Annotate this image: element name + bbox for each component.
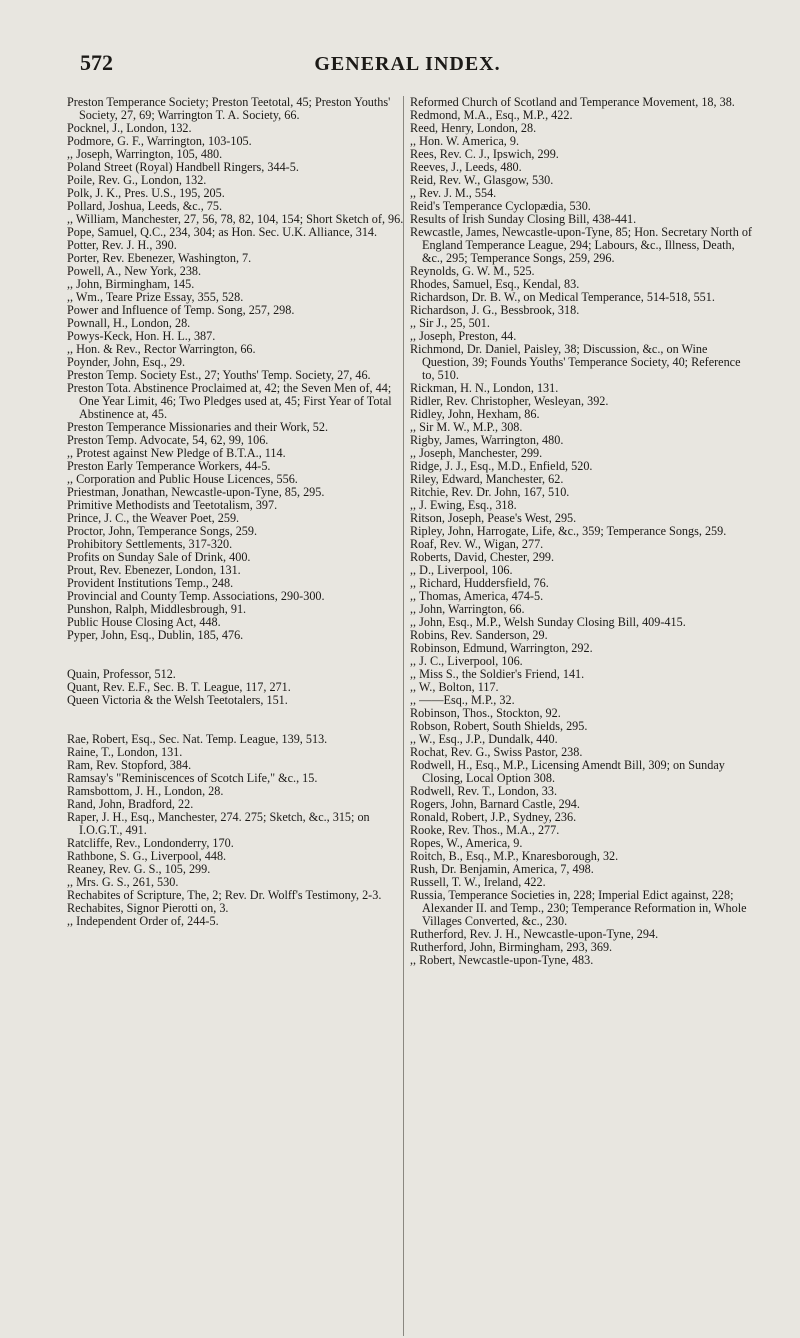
index-entry: ,, John, Esq., M.P., Welsh Sunday Closing Bill, 409-415. [410,615,686,629]
index-entry: Raper, J. H., Esq., Manchester, 274. 275; Sketch, &c., 315; on I.O.G.T., 491. [67,810,370,837]
index-entry: Rathbone, S. G., Liverpool, 448. [67,849,227,863]
index-entry: Quain, Professor, 512. [67,667,176,681]
index-entry: Richardson, Dr. B. W., on Medical Temperance, 514-518, 551. [410,290,715,304]
index-entry: Robinson, Thos., Stockton, 92. [410,706,561,720]
index-entry: Polk, J. K., Pres. U.S., 195, 205. [67,186,225,200]
left-column [67,96,409,928]
index-entry: Ronald, Robert, J.P., Sydney, 236. [410,810,577,824]
index-entry: Rechabites, Signor Pierotti on, 3. [67,901,229,915]
index-entry: Punshon, Ralph, Middlesbrough, 91. [67,602,247,616]
index-entry: Reformed Church of Scotland and Temperance Movement, 18, 38. [410,95,735,109]
index-entry: Preston Early Temperance Workers, 44-5. [67,459,271,473]
index-entry: Ropes, W., America, 9. [410,836,523,850]
index-entry: Prout, Rev. Ebenezer, London, 131. [67,563,241,577]
index-entry: Rees, Rev. C. J., Ipswich, 299. [410,147,559,161]
index-entry: Ramsbottom, J. H., London, 28. [67,784,224,798]
index-entry: Rutherford, John, Birmingham, 293, 369. [410,940,613,954]
index-entry: Ripley, John, Harrogate, Life, &c., 359; Temperance Songs, 259. [410,524,727,538]
page-header [80,50,735,76]
index-entry: Ridge, J. J., Esq., M.D., Enfield, 520. [410,459,593,473]
index-entry: Rechabites of Scripture, The, 2; Rev. Dr. Wolff's Testimony, 2-3. [67,888,382,902]
index-entry: Rooke, Rev. Thos., M.A., 277. [410,823,560,837]
index-entry: Ratcliffe, Rev., Londonderry, 170. [67,836,234,850]
index-entry: Raine, T., London, 131. [67,745,183,759]
index-entry: Pocknel, J., London, 132. [67,121,192,135]
index-entry: Potter, Rev. J. H., 390. [67,238,177,252]
index-entry: ,, ——Esq., M.P., 32. [410,693,515,707]
index-entry: Provident Institutions Temp., 248. [67,576,234,590]
index-entry: ,, Rev. J. M., 554. [410,186,497,200]
index-entry: ,, John, Warrington, 66. [410,602,525,616]
index-entry: Pownall, H., London, 28. [67,316,191,330]
index-entry: Power and Influence of Temp. Song, 257, 298. [67,303,295,317]
index-entry: ,, Thomas, America, 474-5. [410,589,544,603]
index-entry: Preston Temperance Society; Preston Teetotal, 45; Preston Youths' Society, 27, 69; Warrington T. A. Society, 66. [67,95,391,122]
index-entry: ,, J. Ewing, Esq., 318. [410,498,517,512]
index-entry: Robins, Rev. Sanderson, 29. [410,628,548,642]
index-entry: Rodwell, H., Esq., M.P., Licensing Amendt Bill, 309; on Sunday Closing, Local Option 308. [410,758,725,785]
index-entry: Public House Closing Act, 448. [67,615,221,629]
index-entry: ,, John, Birmingham, 145. [67,277,195,291]
index-entry: Reed, Henry, London, 28. [410,121,537,135]
page-title: GENERAL INDEX. [314,53,501,75]
index-entry: Porter, Rev. Ebenezer, Washington, 7. [67,251,252,265]
index-entry: Ramsay's "Reminiscences of Scotch Life," &c., 15. [67,771,318,785]
index-entry: ,, Hon. W. America, 9. [410,134,519,148]
index-entry: ,, Joseph, Manchester, 299. [410,446,543,460]
index-entry: ,, Mrs. G. S., 261, 530. [67,875,179,889]
column-divider [403,96,404,1336]
index-entry: Roberts, David, Chester, 299. [410,550,555,564]
index-entry: Priestman, Jonathan, Newcastle-upon-Tyne, 85, 295. [67,485,325,499]
index-entry: Reaney, Rev. G. S., 105, 299. [67,862,211,876]
index-entry: Richardson, J. G., Bessbrook, 318. [410,303,580,317]
index-entry: Queen Victoria & the Welsh Teetotalers, 151. [67,693,288,707]
index-entry: Provincial and County Temp. Associations, 290-300. [67,589,325,603]
index-entry: Profits on Sunday Sale of Drink, 400. [67,550,251,564]
index-entry: Preston Temp. Advocate, 54, 62, 99, 106. [67,433,269,447]
index-entry: Rae, Robert, Esq., Sec. Nat. Temp. League, 139, 513. [67,732,328,746]
section-gap [67,707,409,733]
index-entry: Preston Tota. Abstinence Proclaimed at, 42; the Seven Men of, 44; One Year Limit, 46; Two Pledges used at, 45; First Year of Total Abstinence at, 45. [67,381,392,421]
index-entry: Prince, J. C., the Weaver Poet, 259. [67,511,240,525]
index-entry: ,, W., Esq., J.P., Dundalk, 440. [410,732,558,746]
index-entry: Quant, Rev. E.F., Sec. B. T. League, 117, 271. [67,680,291,694]
index-entry: Rand, John, Bradford, 22. [67,797,194,811]
index-entry: Ridley, John, Hexham, 86. [410,407,540,421]
index-entry: Roitch, B., Esq., M.P., Knaresborough, 32. [410,849,619,863]
index-entry: ,, D., Liverpool, 106. [410,563,513,577]
index-entry: Results of Irish Sunday Closing Bill, 438-441. [410,212,637,226]
index-entry: Powys-Keck, Hon. H. L., 387. [67,329,216,343]
index-entry: ,, Robert, Newcastle-upon-Tyne, 483. [410,953,594,967]
index-entry: Ritson, Joseph, Pease's West, 295. [410,511,577,525]
index-entry: ,, Sir J., 25, 501. [410,316,490,330]
index-entry: Rochat, Rev. G., Swiss Pastor, 238. [410,745,583,759]
index-entry: Roaf, Rev. W., Wigan, 277. [410,537,544,551]
index-entry: Poland Street (Royal) Handbell Ringers, 344-5. [67,160,299,174]
index-entry: Rickman, H. N., London, 131. [410,381,559,395]
index-entry: ,, Corporation and Public House Licences, 556. [67,472,298,486]
index-entry: Ram, Rev. Stopford, 384. [67,758,192,772]
index-entry: Russia, Temperance Societies in, 228; Imperial Edict against, 228; Alexander II. and Temp., 230; Temperance Reformation in, Whole Villages Converted, &c., 230. [410,888,747,928]
index-entry: Rutherford, Rev. J. H., Newcastle-upon-Tyne, 294. [410,927,659,941]
index-entry: Redmond, M.A., Esq., M.P., 422. [410,108,573,122]
index-entry: Podmore, G. F., Warrington, 103-105. [67,134,252,148]
index-entry: Rogers, John, Barnard Castle, 294. [410,797,580,811]
index-entry: Powell, A., New York, 238. [67,264,202,278]
index-entry: Poile, Rev. G., London, 132. [67,173,207,187]
index-entry: Reid, Rev. W., Glasgow, 530. [410,173,554,187]
index-entry: ,, Joseph, Warrington, 105, 480. [67,147,223,161]
index-entry: Ridler, Rev. Christopher, Wesleyan, 392. [410,394,609,408]
index-entry: Rodwell, Rev. T., London, 33. [410,784,558,798]
index-entry: Rush, Dr. Benjamin, America, 7, 498. [410,862,594,876]
index-entry: Rewcastle, James, Newcastle-upon-Tyne, 85; Hon. Secretary North of England Temperance League, 294; Labours, &c., Illness, Death, &c., 295; Temperance Songs, 259, 296. [410,225,752,265]
index-entry: Preston Temperance Missionaries and their Work, 52. [67,420,329,434]
index-entry: Prohibitory Settlements, 317-320. [67,537,233,551]
index-entry: Reeves, J., Leeds, 480. [410,160,522,174]
index-entry: Richmond, Dr. Daniel, Paisley, 38; Discussion, &c., on Wine Question, 39; Founds Youths' Temperance Society, 40; Reference to, 510. [410,342,741,382]
index-entry: Robinson, Edmund, Warrington, 292. [410,641,593,655]
index-entry: ,, J. C., Liverpool, 106. [410,654,523,668]
index-entry: Rhodes, Samuel, Esq., Kendal, 83. [410,277,580,291]
section-gap [67,642,409,668]
index-entry: Robson, Robert, South Shields, 295. [410,719,588,733]
index-entry: Rigby, James, Warrington, 480. [410,433,564,447]
index-entry: Reynolds, G. W. M., 525. [410,264,535,278]
index-entry: ,, Hon. & Rev., Rector Warrington, 66. [67,342,256,356]
index-entry: Proctor, John, Temperance Songs, 259. [67,524,258,538]
index-entry: ,, William, Manchester, 27, 56, 78, 82, 104, 154; Short Sketch of, 96. [67,212,404,226]
index-entry: Reid's Temperance Cyclopædia, 530. [410,199,591,213]
index-entry: Russell, T. W., Ireland, 422. [410,875,546,889]
index-entry: Preston Temp. Society Est., 27; Youths' Temp. Society, 27, 46. [67,368,371,382]
index-entry: ,, Protest against New Pledge of B.T.A., 114. [67,446,286,460]
index-entry: ,, Wm., Teare Prize Essay, 355, 528. [67,290,244,304]
index-entry: Primitive Methodists and Teetotalism, 397. [67,498,278,512]
index-entry: Riley, Edward, Manchester, 62. [410,472,564,486]
index-entry: ,, Joseph, Preston, 44. [410,329,517,343]
index-entry: ,, W., Bolton, 117. [410,680,499,694]
index-entry: Pyper, John, Esq., Dublin, 185, 476. [67,628,244,642]
index-entry: ,, Independent Order of, 244-5. [67,914,219,928]
index-entry: ,, Richard, Huddersfield, 76. [410,576,549,590]
index-entry: ,, Miss S., the Soldier's Friend, 141. [410,667,585,681]
index-entry: Pollard, Joshua, Leeds, &c., 75. [67,199,223,213]
right-column [410,96,752,967]
page-number: 572 [80,50,113,75]
index-entry: Pope, Samuel, Q.C., 234, 304; as Hon. Sec. U.K. Alliance, 314. [67,225,378,239]
index-entry: Ritchie, Rev. Dr. John, 167, 510. [410,485,570,499]
index-entry: Poynder, John, Esq., 29. [67,355,186,369]
index-entry: ,, Sir M. W., M.P., 308. [410,420,523,434]
